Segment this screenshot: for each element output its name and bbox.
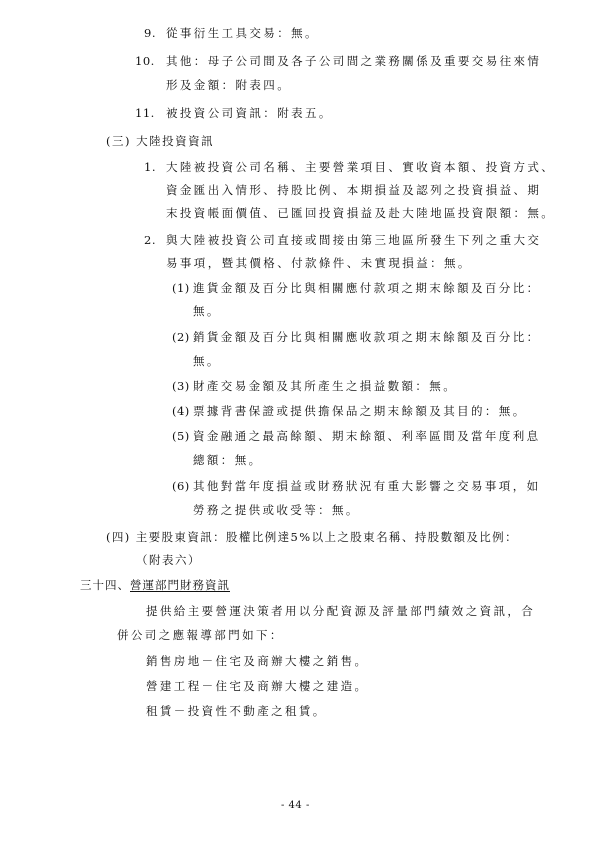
sub-item-2-label: (2) <box>172 330 190 344</box>
page-number: - 44 - <box>281 800 310 811</box>
segment-heading-prefix: 三十四、 <box>80 578 130 592</box>
segment-list-item: 營建工程－住宅及商辦大樓之建造。 <box>146 679 369 693</box>
mainland-point-2-line: 與大陸被投資公司直接或間接由第三地區所發生下列之重大交 <box>166 233 542 247</box>
sub-item-2-line: 銷貨金額及百分比與相關應收款項之期末餘額及百分比： <box>193 330 541 344</box>
sub-item-2-line: 無。 <box>193 354 221 368</box>
sub-item-3-line: 財產交易金額及其所產生之損益數額：無。 <box>193 379 458 393</box>
mainland-heading: (三) 大陸投資資訊 <box>106 134 215 148</box>
sub-item-6-label: (6) <box>172 479 190 493</box>
sub-item-1-label: (1) <box>172 281 190 295</box>
mainland-point-2-number: 2. <box>144 233 156 247</box>
sub-item-5-label: (5) <box>172 429 190 443</box>
item-11-text: 被投資公司資訊：附表五。 <box>166 106 333 120</box>
segment-heading-title: 營運部門財務資訊 <box>130 578 230 592</box>
sub-item-5-line: 總額：無。 <box>193 453 263 467</box>
shareholders-line: (四) 主要股東資訊：股權比例達5%以上之股東名稱、持股數額及比例： <box>106 530 518 544</box>
sub-item-4-label: (4) <box>172 404 190 418</box>
sub-item-5-line: 資金融通之最高餘額、期末餘額、利率區間及當年度利息 <box>193 429 541 443</box>
sub-item-4-line: 票據背書保證或提供擔保品之期末餘額及其目的：無。 <box>193 404 527 418</box>
segment-heading <box>80 578 230 592</box>
segment-paragraph-line: 併公司之應報導部門如下： <box>117 628 284 642</box>
sub-item-1-line: 無。 <box>193 304 221 318</box>
sub-item-6-line: 勞務之提供或收受等：無。 <box>193 503 360 517</box>
segment-list-item: 銷售房地－住宅及商辦大樓之銷售。 <box>146 654 369 668</box>
segment-list-item: 租賃－投資性不動產之租賃。 <box>146 704 327 718</box>
item-11-number: 11. <box>135 106 155 120</box>
mainland-point-1-line: 資金匯出入情形、持股比例、本期損益及認列之投資損益、期 <box>166 183 542 197</box>
sub-item-3-label: (3) <box>172 379 190 393</box>
segment-paragraph-line: 提供給主要營運決策者用以分配資源及評量部門績效之資訊，合 <box>146 604 536 618</box>
item-10-number: 10. <box>135 54 155 68</box>
item-10-continuation: 形及金額：附表四。 <box>166 78 292 92</box>
sub-item-6-line: 其他對當年度損益或財務狀況有重大影響之交易事項，如 <box>193 479 541 493</box>
mainland-point-1-line: 末投資帳面價值、已匯回投資損益及赴大陸地區投資限額：無。 <box>166 206 556 220</box>
mainland-point-1-line: 大陸被投資公司名稱、主要營業項目、實收資本額、投資方式、 <box>166 160 556 174</box>
mainland-point-2-line: 易事項，暨其價格、付款條件、未實現損益：無。 <box>166 256 472 270</box>
item-9-number: 9. <box>144 26 156 40</box>
mainland-point-1-number: 1. <box>144 160 156 174</box>
item-10-text: 其他：母子公司間及各子公司間之業務關係及重要交易往來情 <box>166 54 542 68</box>
sub-item-1-line: 進貨金額及百分比與相關應付款項之期末餘額及百分比： <box>193 281 541 295</box>
item-9-text: 從事衍生工具交易：無。 <box>166 26 319 40</box>
shareholders-appendix: （附表六） <box>136 553 201 567</box>
